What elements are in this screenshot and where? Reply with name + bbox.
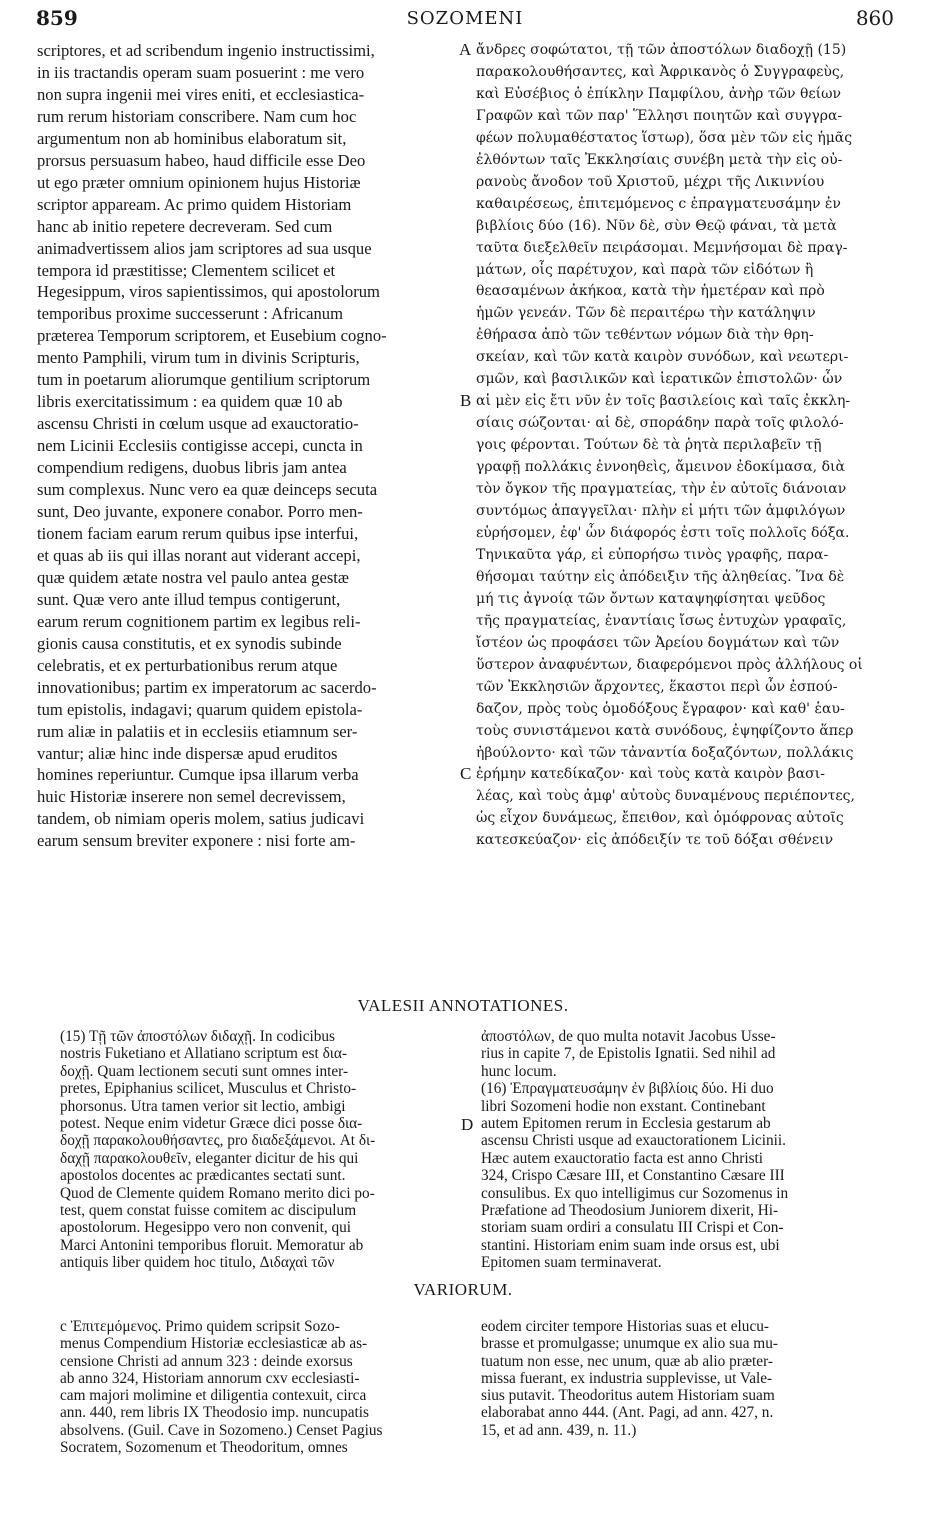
greek-text-line: ὕστερον ἀναφυέντων, διαφερόμενοι πρὸς ἀλλήλους οἱ [476, 656, 863, 673]
variorum-line: menus Compendium Historiæ ecclesiasticæ ab as- [60, 1335, 368, 1353]
latin-text-line: homines reperiuntur. Cumque ipsa illarum verba [37, 765, 359, 785]
greek-text-column [476, 40, 896, 852]
greek-text-line: κατεσκεύαζον· εἰς ἀπόδειξίν τε τοῦ δόξαι σθένειν [476, 832, 834, 849]
latin-text-line: rum aliæ in palatiis et in ecclesiis etiamnum ser- [37, 721, 358, 741]
variorum-line: cam majori molimine et diligentia contexuit, circa [60, 1387, 367, 1405]
latin-text-line: ut ego præter omnium opinionem hujus Historiæ [37, 172, 361, 192]
variorum-line: missa fuerant, ex industria supplevisse, ut Vale- [481, 1369, 773, 1387]
running-title: SOZOMENI [406, 8, 524, 29]
latin-text-line: earum rerum cognitionem partim ex legibus reli- [37, 611, 361, 631]
greek-text-line: λέας, καὶ τοὺς ἀμφ' αὐτοὺς δυναμένους περιέποντες, [476, 788, 855, 805]
greek-text-line: Τηνικαῦτα γάρ, εἰ εὐπορήσω τινὸς γραφῆς, παρα- [476, 546, 829, 563]
greek-text-line: ρανοὺς ἄνοδον τοῦ Χριστοῦ, μέχρι τῆς Λικιννίου [476, 173, 825, 190]
latin-text-line: scriptor appaream. Ac primo quidem Historiam [37, 194, 352, 214]
greek-text-line: Γραφῶν καὶ τῶν παρ' Ἕλλησι ποιητῶν καὶ συγγρα- [476, 107, 843, 124]
page-header [36, 6, 894, 36]
greek-text-line: θεασαμένων ἀκήκοα, κατὰ τὴν ἡμετέραν καὶ πρὸ [476, 283, 825, 300]
greek-text-line: ἄνδρες σοφώτατοι, τῇ τῶν ἀποστόλων διαδοχῇ (15) [476, 42, 847, 58]
greek-text-line: γοις φέρονται. Τούτων δὲ τὰ ῥητὰ περιλαβεῖν τῇ [476, 437, 822, 454]
annotation-line: autem Epitomen rerum in Ecclesia gestarum ab [481, 1115, 771, 1133]
greek-text-line: ἠβούλοντο· καὶ τῶν τἀναντία δοξαζόντων, πολλάκις [476, 744, 854, 761]
greek-text-line: φέων πολυμαθέστατος ἵστωρ), ὅσα μὲν τῶν εἰς ἡμᾶς [476, 129, 853, 146]
annotation-line: δαχῇ παρακολουθεῖν, eleganter dicitur de his qui [60, 1149, 359, 1167]
annotation-line: δοχῇ. Quam lectionem secuti sunt omnes inter- [60, 1062, 349, 1080]
variorum-line: elaborabat anno 444. (Ant. Pagi, ad ann. 427, n. [481, 1404, 774, 1422]
latin-text-line: tandem, ob nimiam operis molem, satius judicavi [37, 809, 365, 829]
latin-text-line: scriptores, et ad scribendum ingenio instructissimi, [37, 41, 375, 60]
latin-text-line: huic Historiæ inserere non semel decrevissem, [37, 787, 346, 807]
latin-text-line: temporibus proxime successerunt : Africanum [37, 304, 343, 324]
annotation-line: δοχῇ παρακολουθήσαντες, pro διαδεξάμενοι. At δι- [60, 1132, 376, 1150]
greek-text-line: ἴστέον ὡς προφάσει τῶν Ἀρείου δογμάτων καὶ τῶν [476, 634, 840, 651]
greek-text-line: αἱ μὲν εἰς ἔτι νῦν ἐν τοῖς βασιλείοις καὶ ταῖς ἐκκλη- [476, 393, 851, 410]
latin-text-line: ascensu Christi in cœlum usque ad exauctoratio- [37, 414, 359, 434]
annotation-line: rius in capite 7, de Epistolis Ignatii. Sed nihil ad [481, 1045, 776, 1063]
latin-text-line: earum sensum breviter exponere : nisi forte am- [37, 831, 356, 851]
greek-text-line: συντόμως ἀπαγγεῖλαι· πλὴν εἰ μήτι τῶν ἀμφιλόγων [476, 503, 846, 520]
annotation-line: stantini. Historiam enim suam inde orsus est, ubi [481, 1236, 780, 1254]
valesii-notes-right [481, 1028, 893, 1272]
greek-text-line: τοὺς συνιστάμενοι κατὰ συνόδους, ἐψηφίζοντο ἅπερ [476, 722, 854, 739]
greek-text-line: θήσομαι ταύτην εἰς ἀπόδειξιν τῆς ἀληθείας. Ἵνα δὲ [476, 568, 845, 585]
annotation-line: phorsonus. Utra tamen verior sit lectio, ambigi [60, 1097, 346, 1115]
greek-text-line: τῶν Ἐκκλησιῶν ἄρχοντες, ἕκαστοι περὶ ὧν ἐσπού- [476, 678, 838, 695]
latin-text-line: tempora id præstitisse; Clementem scilicet et [37, 260, 336, 280]
greek-text-line: γραφῇ πολλάκις ἐννοηθεὶς, ἄμεινον ἐδοκίμασα, διὰ [476, 459, 845, 476]
greek-text-line: παρακολουθήσαντες, καὶ Ἀφρικανὸς ὁ Συγγραφεὺς, [476, 63, 845, 80]
latin-text-line: tum in poetarum aliorumque gentilium scriptorum [37, 370, 371, 390]
annotation-line: (16) Ἐπραγματευσάμην ἐν βιβλίοις δύο. Hi duo [481, 1080, 774, 1098]
greek-text-line: μάτων, οἷς παρέτυχον, καὶ παρὰ τῶν εἰδότων ἢ [476, 261, 814, 278]
annotation-line: potest. Neque enim videtur Græce dici posse δια- [60, 1115, 363, 1133]
greek-text-line: τὸν ὄγκον τῆς πραγματείας, τὴν ἐν αὐτοῖς διάνοιαν [476, 481, 847, 498]
variorum-line: sius putavit. Theodoritus autem Historiam suam [481, 1387, 775, 1405]
greek-text-line: ἐλθόντων ταῖς Ἐκκλησίαις συνέβη μετὰ τὴν εἰς οὐ- [476, 151, 843, 168]
latin-text-line: tum epistolis, indagavi; quarum quidem epistola- [37, 699, 363, 719]
greek-text-line: ἐρήμην κατεδίκαζον· καὶ τοὺς κατὰ καιρὸν βασι- [476, 766, 825, 783]
variorum-line: absolvens. (Guil. Cave in Sozomeno.) Censet Pagius [60, 1421, 383, 1439]
latin-text-line: Hegesippum, viros sapientissimos, qui apostolorum [37, 282, 380, 302]
latin-text-line: præterea Temporum scriptorem, et Eusebium cogno- [37, 326, 387, 346]
greek-text-line: τῆς πραγματείας, ἐναντίαις ἴσως ἐντυχὼν γραφαῖς, [476, 612, 847, 629]
annotation-line: libri Sozomeni hodie non exstant. Continebant [481, 1097, 766, 1115]
annotation-line: Epitomen suam terminaverat. [481, 1254, 662, 1272]
latin-text-line: tionem faciam earum rerum quibus ipse interfui, [37, 523, 359, 543]
greek-text-line: μή τις ἀγνοίᾳ τῶν ὄντων καταψηφίσηται ψεῦδος [476, 590, 826, 607]
greek-text-line: σίαις σώζονται· αἱ δὲ, σποράδην παρὰ τοῖς φιλολό- [476, 415, 844, 432]
annotation-line: (15) Τῇ τῶν ἀποστόλων διδαχῇ. In codicibus [60, 1028, 335, 1045]
annotation-line: 324, Crispo Cæsare III, et Constantino Cæsare III [481, 1167, 785, 1185]
annotation-line: storiam suam ordiri a consulatu III Crispi et Con- [481, 1219, 784, 1237]
variorum-line: brasse et promulgasse; unumque ex alio sua mu- [481, 1335, 778, 1353]
annotation-line: Quod de Clemente quidem Romano merito dici po- [60, 1184, 375, 1202]
variorum-line: eodem circiter tempore Historias suas et elucu- [481, 1318, 769, 1335]
annotation-line: hunc locum. [481, 1062, 557, 1080]
annotation-line: ἀποστόλων, de quo multa notavit Jacobus Usse- [481, 1028, 776, 1045]
greek-text-line: ἡμῶν γενεάν. Τῶν δὲ περαιτέρω τὴν κατάληψιν [476, 305, 816, 322]
greek-text-line: καὶ Εὐσέβιος ὁ ἐπίκλην Παμφίλου, ἀνὴρ τῶν θείων [476, 85, 842, 102]
greek-text-line: καθαιρέσεως, ἐπιτεμόμενος c ἐπραγματευσάμην ἐν [476, 195, 841, 212]
latin-text-line: innovationibus; partim ex imperatorum ac sacerdo- [37, 677, 377, 697]
latin-text-line: hanc ab initio repetere decreveram. Sed cum [37, 216, 333, 236]
latin-text-line: nem Licinii Ecclesiis contigisse accepi, cuncta in [37, 436, 363, 456]
annotation-line: consulibus. Ex quo intelligimus cur Sozomenus in [481, 1184, 789, 1202]
greek-text-line: δαζον, πρὸς τοὺς ὁμοδόξους ἔγραφον· καὶ καθ' ἑαυ- [476, 700, 845, 717]
variorum-heading: VARIORUM. [413, 1280, 513, 1299]
latin-text-line: gionis causa constitutis, et ex synodis subinde [37, 633, 342, 653]
latin-text-line: et quas ab iis qui illas norant aut viderant accepi, [37, 545, 361, 565]
annotation-line: pretes, Epiphanius scilicet, Musculus et Christo- [60, 1080, 357, 1098]
latin-text-line: rum rerum historiam conscribere. Nam cum hoc [37, 106, 357, 126]
latin-text-line: animadvertissem alios jam scriptores ad sua usque [37, 238, 372, 258]
annotation-line: Præfatione ad Theodosium Juniorem dixerit, Hi- [481, 1202, 779, 1220]
latin-text-line: prorsus persuasum habeo, haud difficile esse Deo [37, 150, 366, 170]
margin-marker-b: B [460, 391, 472, 410]
greek-text-line: σκείαν, καὶ τῶν κατὰ καιρὸν συνόδων, καὶ νεωτερι- [476, 349, 849, 366]
variorum-line: ab anno 324, Historiam annorum cxv ecclesiasti- [60, 1369, 360, 1387]
variorum-line: c Ἐπιτεμόμενος. Primo quidem scripsit Sozo- [60, 1318, 340, 1335]
latin-text-line: argumentum non ab hominibus elaboratum sit, [37, 128, 347, 148]
latin-text-line: sunt. Quæ vero ante illud tempus contigerunt, [37, 589, 341, 609]
latin-text-line: sum complexus. Nunc vero ea quæ deinceps secuta [37, 480, 378, 500]
greek-text-line: ὡς εἶχον δυνάμεως, ἔπειθον, καὶ ὁμόφρονας αὐτοῖς [476, 810, 844, 827]
page-number-right: 860 [855, 6, 894, 30]
annotation-line: nostris Fuketiano et Allatiano scriptum est δια- [60, 1045, 347, 1063]
margin-marker-c: C [460, 764, 472, 783]
variorum-line: 15, et ad ann. 439, n. 11.) [481, 1421, 637, 1439]
latin-text-line: mento Pamphili, virum tum in divinis Scripturis, [37, 348, 360, 368]
variorum-notes-left [60, 1318, 458, 1456]
annotation-line: apostolos docentes ac prædicantes sectati sunt. [60, 1167, 346, 1185]
annotation-line: ascensu Christi usque ad exauctorationem Licinii. [481, 1132, 787, 1150]
valesii-notes-left [60, 1028, 458, 1272]
margin-marker-a: A [459, 40, 472, 59]
latin-text-line: celebratis, et ex perturbationibus rerum atque [37, 655, 338, 675]
latin-text-line: compendium redigens, duobus libris jam antea [37, 458, 347, 478]
greek-text-line: σμῶν, καὶ βασιλικῶν καὶ ἱερατικῶν ἐπιστολῶν· ὧν [476, 371, 843, 388]
annotation-line: Marci Antonini temporibus floruit. Memoratur ab [60, 1236, 364, 1254]
variorum-line: censione Christi ad annum 323 : deinde exorsus [60, 1352, 353, 1370]
valesii-heading: VALESII ANNOTATIONES. [357, 996, 569, 1015]
annotation-line: antiquis liber quidem hoc titulo, Διδαχαὶ τῶν [60, 1254, 335, 1272]
greek-text-line: βιβλίοις δύο (16). Νῦν δὲ, σὺν Θεῷ φάναι, τὰ μετὰ [476, 217, 837, 234]
annotation-line: Hæc autem exauctoratio facta est anno Christi [481, 1149, 764, 1167]
latin-text-column [37, 40, 455, 852]
latin-text-line: libris exercitatissimum : ea quidem quæ 10 ab [37, 392, 343, 412]
annotation-line: apostolorum. Hegesippo vero non convenit, qui [60, 1219, 352, 1237]
annotation-line: test, quem constat fuisse comitem ac discipulum [60, 1202, 357, 1220]
latin-text-line: vantur; aliæ hinc inde dispersæ apud eruditos [37, 743, 338, 763]
greek-text-line: εὑρήσομεν, ἐφ' ὧν διάφορός ἐστι τοῖς πολλοῖς δόξα. [476, 524, 850, 541]
page-number-left: 859 [36, 6, 78, 30]
greek-text-line: ἐθήρασα ἀπὸ τῶν τεθέντων νόμων διὰ τὴν θρη- [476, 327, 814, 344]
margin-marker-d: D [461, 1115, 474, 1134]
variorum-line: ann. 440, rem libris IX Theodosio imp. nuncupatis [60, 1404, 370, 1422]
latin-text-line: quæ quidem ætate nostra vel paulo antea gestæ [37, 567, 349, 587]
variorum-line: Socratem, Sozomenum et Theodoritum, omnes [60, 1439, 348, 1457]
variorum-line: tuatum non esse, nec unum, quæ ab alio præter- [481, 1352, 773, 1370]
latin-text-line: non supra ingenii mei vires eniti, et ecclesiastica- [37, 84, 365, 104]
variorum-notes-right [481, 1318, 893, 1439]
greek-text-line: ταῦτα διεξελθεῖν πειράσομαι. Μεμνήσομαι δὲ πραγ- [476, 239, 848, 256]
latin-text-line: in iis tractandis operam suam posuerint : me vero [37, 62, 365, 82]
latin-text-line: sunt, Deo juvante, exponere conabor. Porro men- [37, 502, 363, 522]
